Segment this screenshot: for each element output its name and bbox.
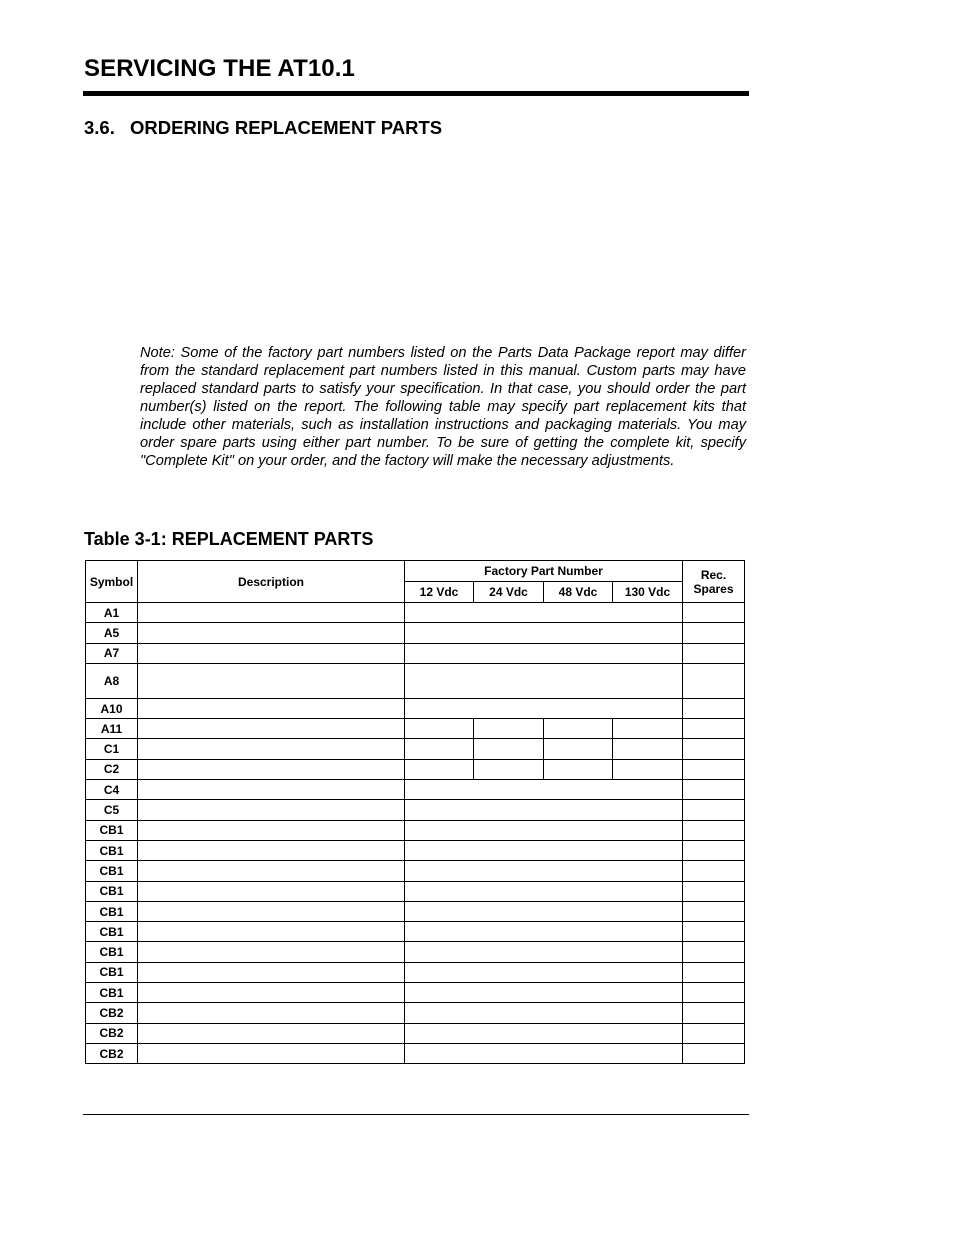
table-row [86,800,745,820]
header-130vdc: 130 Vdc [613,582,683,603]
cell-description [138,820,405,840]
cell-description [138,881,405,901]
cell-symbol: A7 [86,643,138,663]
cell-rec-spares [683,759,745,779]
cell-symbol: CB1 [86,820,138,840]
cell-rec-spares [683,1023,745,1043]
table-body [86,603,745,1064]
note-paragraph: Note: Some of the factory part numbers listed on the Parts Data Package report may differ from the standard replacement part numbers listed in this manual. Custom parts may have replaced standard parts to satisfy your specification. In that case, you should order the part number(s) listed on the report. The following table may specify part replacement kits that include other materials, such as installation instructions and packaging materials. You may order spare parts using either part number. To be sure of getting the complete kit, specify "Complete Kit" on your order, and the factory will make the necessary adjustments. [140,345,746,469]
table-row [86,780,745,800]
header-rec-spares: Rec. Spares [683,561,745,603]
cell-factory-part-number [405,840,683,860]
cell-rec-spares [683,643,745,663]
cell-symbol: A10 [86,698,138,718]
cell-48vdc [544,759,613,779]
cell-description [138,623,405,643]
cell-factory-part-number [405,1023,683,1043]
cell-description [138,663,405,698]
cell-rec-spares [683,663,745,698]
header-description: Description [138,561,405,603]
cell-rec-spares [683,719,745,739]
cell-factory-part-number [405,623,683,643]
cell-factory-part-number [405,698,683,718]
cell-description [138,901,405,921]
cell-symbol: CB1 [86,942,138,962]
cell-24vdc [474,739,544,759]
cell-description [138,1003,405,1023]
cell-symbol: CB1 [86,861,138,881]
cell-rec-spares [683,983,745,1003]
table-row [86,759,745,779]
cell-rec-spares [683,1043,745,1063]
header-12vdc: 12 Vdc [405,582,474,603]
cell-description [138,759,405,779]
cell-rec-spares [683,881,745,901]
cell-factory-part-number [405,663,683,698]
cell-description [138,698,405,718]
cell-rec-spares [683,942,745,962]
table-row [86,942,745,962]
cell-description [138,840,405,860]
cell-symbol: CB2 [86,1003,138,1023]
table-row [86,962,745,982]
cell-description [138,643,405,663]
cell-description [138,780,405,800]
table-row [86,881,745,901]
cell-description [138,603,405,623]
cell-factory-part-number [405,1003,683,1023]
header-factory-part-number: Factory Part Number [405,561,683,582]
page-title: SERVICING THE AT10.1 [84,55,355,82]
cell-description [138,739,405,759]
cell-description [138,1043,405,1063]
table-row [86,840,745,860]
cell-rec-spares [683,800,745,820]
cell-rec-spares [683,698,745,718]
cell-symbol: A1 [86,603,138,623]
cell-rec-spares [683,603,745,623]
title-rule [83,91,749,96]
cell-factory-part-number [405,861,683,881]
table-row [86,663,745,698]
cell-symbol: CB1 [86,901,138,921]
cell-rec-spares [683,623,745,643]
cell-rec-spares [683,780,745,800]
replacement-parts-table [85,560,745,1064]
cell-symbol: C1 [86,739,138,759]
cell-130vdc [613,739,683,759]
header-48vdc: 48 Vdc [544,582,613,603]
cell-symbol: CB2 [86,1043,138,1063]
cell-factory-part-number [405,800,683,820]
cell-factory-part-number [405,820,683,840]
cell-description [138,1023,405,1043]
cell-factory-part-number [405,922,683,942]
footer-rule [83,1114,749,1115]
table-row [86,861,745,881]
cell-description [138,800,405,820]
table-row [86,1023,745,1043]
header-symbol: Symbol [86,561,138,603]
cell-rec-spares [683,739,745,759]
table-row [86,1043,745,1063]
cell-description [138,719,405,739]
cell-symbol: A11 [86,719,138,739]
cell-description [138,861,405,881]
table-row [86,983,745,1003]
cell-factory-part-number [405,1043,683,1063]
cell-24vdc [474,719,544,739]
cell-factory-part-number [405,901,683,921]
table-row [86,922,745,942]
cell-description [138,983,405,1003]
cell-12vdc [405,739,474,759]
cell-factory-part-number [405,881,683,901]
cell-description [138,922,405,942]
cell-symbol: CB1 [86,922,138,942]
cell-symbol: CB1 [86,881,138,901]
cell-rec-spares [683,901,745,921]
cell-48vdc [544,739,613,759]
cell-48vdc [544,719,613,739]
cell-24vdc [474,759,544,779]
table-row [86,719,745,739]
table-row [86,739,745,759]
table-row [86,643,745,663]
cell-description [138,962,405,982]
cell-rec-spares [683,820,745,840]
cell-symbol: C2 [86,759,138,779]
cell-rec-spares [683,861,745,881]
cell-symbol: C4 [86,780,138,800]
cell-factory-part-number [405,983,683,1003]
table-row [86,820,745,840]
cell-rec-spares [683,1003,745,1023]
cell-rec-spares [683,922,745,942]
section-number: 3.6. [84,117,115,138]
cell-symbol: C5 [86,800,138,820]
cell-symbol: CB1 [86,840,138,860]
cell-description [138,942,405,962]
table-row [86,698,745,718]
cell-rec-spares [683,962,745,982]
cell-factory-part-number [405,643,683,663]
table-caption: Table 3-1: REPLACEMENT PARTS [84,529,374,549]
cell-symbol: CB1 [86,962,138,982]
cell-symbol: CB1 [86,983,138,1003]
cell-factory-part-number [405,962,683,982]
cell-factory-part-number [405,942,683,962]
cell-12vdc [405,719,474,739]
section-title: ORDERING REPLACEMENT PARTS [130,117,443,138]
table-row [86,901,745,921]
cell-130vdc [613,759,683,779]
cell-130vdc [613,719,683,739]
table-row [86,623,745,643]
cell-factory-part-number [405,603,683,623]
table-row [86,1003,745,1023]
cell-factory-part-number [405,780,683,800]
cell-symbol: A8 [86,663,138,698]
cell-symbol: A5 [86,623,138,643]
table-row [86,603,745,623]
header-24vdc: 24 Vdc [474,582,544,603]
section-heading [84,117,442,139]
cell-12vdc [405,759,474,779]
cell-symbol: CB2 [86,1023,138,1043]
cell-rec-spares [683,840,745,860]
